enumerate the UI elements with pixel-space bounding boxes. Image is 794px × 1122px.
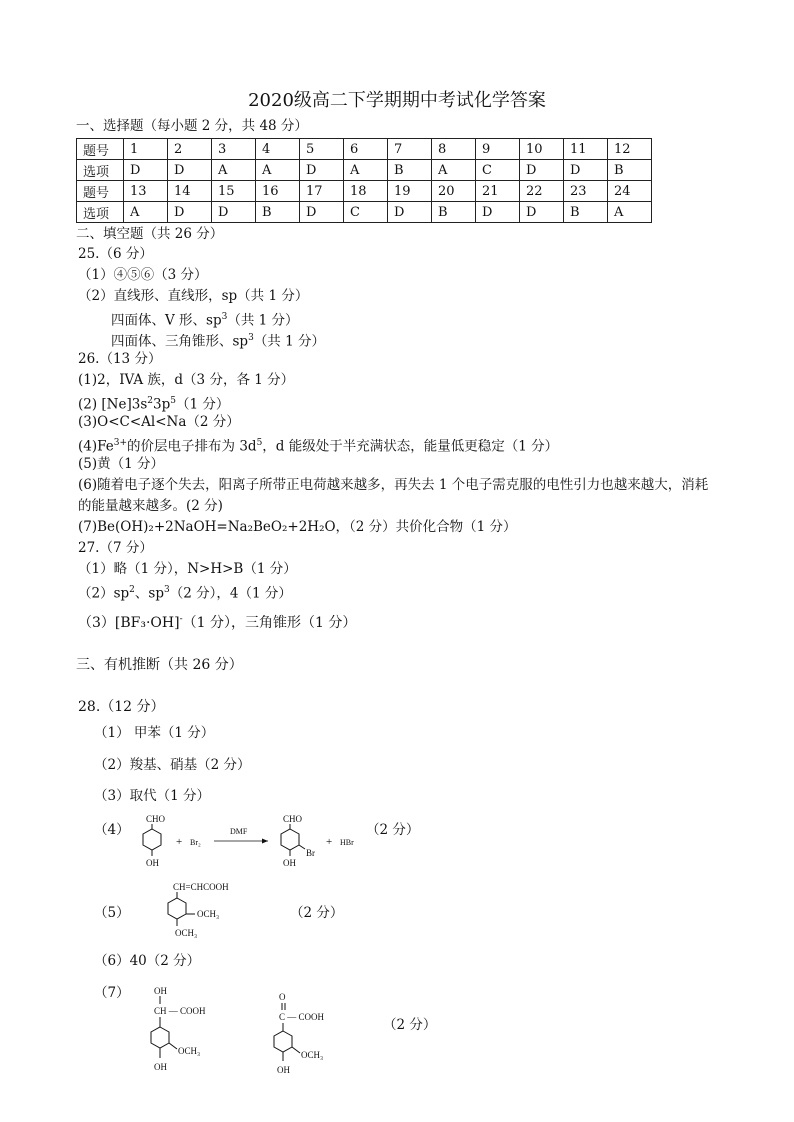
- answer-cell: 16: [256, 181, 300, 202]
- chain-label: CH=CHCOOH: [173, 882, 229, 892]
- answer-cell: B: [608, 160, 652, 181]
- answer-cell: D: [388, 202, 432, 223]
- q25-line2: （2）直线形、直线形，sp（共 1 分）: [78, 288, 309, 304]
- oh-label: OH: [146, 858, 159, 868]
- och3-label: OCH₃: [178, 1046, 201, 1056]
- answer-cell: 10: [520, 139, 564, 160]
- answer-cell: D: [300, 202, 344, 223]
- answer-cell: B: [564, 202, 608, 223]
- q27-line3: （3）[BF₃·OH]-（1 分），三角锥形（1 分）: [78, 614, 357, 631]
- answer-cell: 2: [168, 139, 212, 160]
- answer-cell: 8: [432, 139, 476, 160]
- answer-table-row: [77, 181, 652, 202]
- benzene-ring: [151, 1027, 169, 1048]
- q28-line7-label: （7）: [94, 985, 130, 1001]
- oh-label: OH: [154, 986, 167, 996]
- q26-line6b: 的能量越来越多。(2 分): [78, 498, 223, 514]
- reaction-scheme-4: [130, 812, 380, 878]
- answer-cell: A: [608, 202, 652, 223]
- benzene-ring: [143, 829, 161, 850]
- section1-heading: 一、选择题（每小题 2 分，共 48 分）: [76, 118, 308, 134]
- cho-label: CHO: [146, 814, 166, 824]
- section3-heading: 三、有机推断（共 26 分）: [76, 657, 243, 673]
- answer-cell: 24: [608, 181, 652, 202]
- br2-label: Br₂: [190, 838, 201, 847]
- answer-cell: 1: [124, 139, 168, 160]
- oh-label: OH: [154, 1062, 167, 1072]
- answer-cell: 21: [476, 181, 520, 202]
- q28-line7-score: （2 分）: [383, 1017, 437, 1033]
- structures-7: [140, 982, 360, 1078]
- row-header-cell: 选项: [77, 202, 124, 223]
- answer-table-row: [77, 202, 652, 223]
- answer-cell: A: [432, 160, 476, 181]
- answer-cell: 12: [608, 139, 652, 160]
- q26-line1: (1)2，IVA 族，d（3 分，各 1 分）: [78, 372, 295, 388]
- answer-cell: 11: [564, 139, 608, 160]
- dmf-label: DMF: [230, 827, 248, 836]
- answer-cell: A: [124, 202, 168, 223]
- answer-cell: D: [520, 202, 564, 223]
- q27-heading: 27.（7 分）: [78, 540, 153, 556]
- answer-cell: 17: [300, 181, 344, 202]
- answer-cell: 5: [300, 139, 344, 160]
- answer-cell: B: [256, 202, 300, 223]
- answer-cell: C: [476, 160, 520, 181]
- answer-cell: 9: [476, 139, 520, 160]
- och3-label: OCH₃: [197, 909, 220, 919]
- q28-line3: （3）取代（1 分）: [94, 788, 210, 804]
- answer-cell: 15: [212, 181, 256, 202]
- ch-cooh-label: CH — COOH: [154, 1006, 206, 1016]
- q28-line6: （6）40（2 分）: [94, 953, 201, 969]
- q28-line1: （1） 甲苯（1 分）: [94, 725, 215, 741]
- answer-cell: D: [300, 160, 344, 181]
- q25-heading: 25.（6 分）: [78, 246, 153, 262]
- page-title: 2020级高二下学期期中考试化学答案: [248, 90, 546, 111]
- q27-line2: $(2)sp^2$、$sp^3(2$ 分），4（1 分）: [78, 585, 292, 602]
- answer-cell: 19: [388, 181, 432, 202]
- answer-cell: D: [564, 160, 608, 181]
- q27-line1: （1）略（1 分），N>H>B（1 分）: [78, 561, 297, 577]
- plus-sign: +: [176, 836, 183, 848]
- q28-line2: （2）羧基、硝基（2 分）: [94, 757, 251, 773]
- answer-table: [76, 138, 652, 223]
- benzene-ring: [281, 829, 299, 850]
- answer-cell: B: [388, 160, 432, 181]
- answer-cell: A: [256, 160, 300, 181]
- oh-label: OH: [277, 1065, 290, 1075]
- q26-line7: (7)Be(OH)₂+2NaOH=Na₂BeO₂+2H₂O，（2 分）共价化合物（1 分）: [78, 519, 517, 535]
- q28-line4-label: （4）: [94, 822, 130, 838]
- oh-label: OH: [283, 858, 296, 868]
- section2-heading: 二、填空题（共 26 分）: [76, 226, 224, 242]
- answer-table-row: [77, 160, 652, 181]
- q26-line6a: (6)随着电子逐个失去，阳离子所带正电荷越来越多，再失去 1 个电子需克服的电性引力也越来越大，消耗: [78, 477, 709, 493]
- row-header-cell: 题号: [77, 139, 124, 160]
- answer-cell: D: [124, 160, 168, 181]
- q25-line4: 四面体、三角锥形、$sp^3$（共 1 分）: [111, 333, 325, 350]
- q28-heading: 28.（12 分）: [78, 699, 165, 715]
- answer-cell: A: [344, 160, 388, 181]
- answer-cell: 7: [388, 139, 432, 160]
- cho-label: CHO: [283, 814, 303, 824]
- answer-cell: D: [212, 202, 256, 223]
- answer-cell: D: [476, 202, 520, 223]
- answer-cell: 22: [520, 181, 564, 202]
- benzene-ring: [274, 1031, 292, 1052]
- och3-label: OCH₃: [175, 928, 198, 938]
- answer-cell: C: [344, 202, 388, 223]
- row-header-cell: 选项: [77, 160, 124, 181]
- q28-line5-label: （5）: [94, 905, 130, 921]
- row-header-cell: 题号: [77, 181, 124, 202]
- plus-sign: +: [326, 836, 333, 848]
- q26-line5: (5)黄（1 分）: [78, 456, 165, 472]
- answer-cell: D: [168, 160, 212, 181]
- q25-line1: （1）④⑤⑥（3 分）: [78, 267, 208, 283]
- q28-line4-score: （2 分）: [366, 822, 420, 838]
- q26-line3: (3)O<C<Al<Na（2 分）: [78, 414, 240, 430]
- och3-label: OCH₃: [301, 1050, 324, 1060]
- answer-cell: 20: [432, 181, 476, 202]
- q26-line2: (2) $[Ne]3s^23p^5(1$ 分）: [78, 396, 230, 413]
- answer-cell: B: [432, 202, 476, 223]
- answer-cell: 3: [212, 139, 256, 160]
- answer-cell: 18: [344, 181, 388, 202]
- answer-cell: 23: [564, 181, 608, 202]
- br-label: Br: [306, 848, 315, 858]
- hbr-label: HBr: [340, 838, 354, 847]
- q26-line4: $(4)Fe^{3+}$的价层电子排布为 $3d^5$，d 能级处于半充满状态，能量低更稳定（1 分）: [78, 438, 559, 455]
- o-label: O: [279, 992, 286, 1002]
- q25-line3: 四面体、V 形、$sp^3$（共 1 分）: [111, 312, 299, 329]
- answer-cell: A: [212, 160, 256, 181]
- q26-heading: 26.（13 分）: [78, 351, 162, 367]
- structure-5: [155, 880, 265, 944]
- answer-cell: 6: [344, 139, 388, 160]
- answer-table-row: [77, 139, 652, 160]
- answer-cell: 14: [168, 181, 212, 202]
- c-cooh-label: C — COOH: [279, 1012, 325, 1022]
- answer-cell: 4: [256, 139, 300, 160]
- answer-cell: D: [520, 160, 564, 181]
- benzene-ring: [168, 898, 186, 919]
- q28-line5-score: （2 分）: [290, 905, 344, 921]
- answer-cell: D: [168, 202, 212, 223]
- answer-cell: 13: [124, 181, 168, 202]
